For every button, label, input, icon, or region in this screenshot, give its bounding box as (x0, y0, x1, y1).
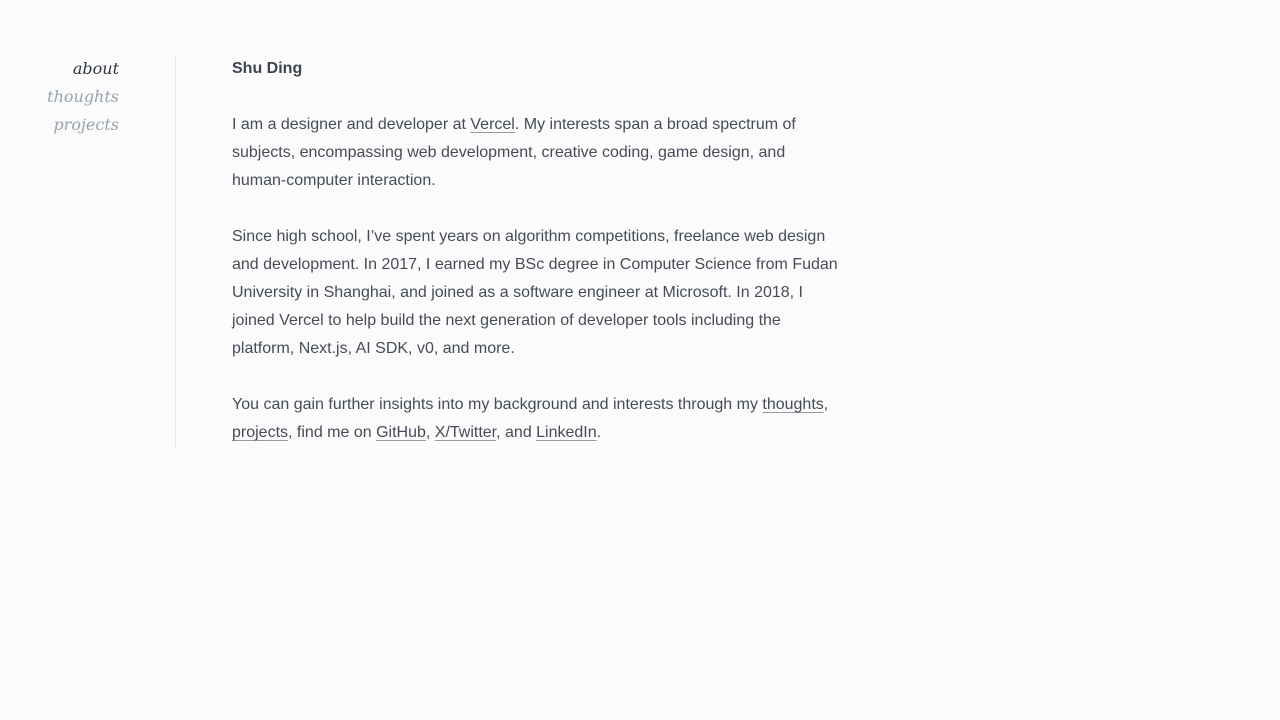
paragraph: I am a designer and developer at Vercel. My interests span a broad spectrum of subjects, encompassing web development, creative coding, game design, and human-computer interaction. (232, 116, 796, 189)
thoughts-link[interactable]: thoughts (762, 396, 824, 413)
sidebar-item-projects[interactable]: projects (53, 115, 119, 134)
paragraph: You can gain further insights into my background and interests through my thoughts, projects, find me on GitHub, X/Twitter, and LinkedIn. (232, 396, 829, 441)
paragraph: Since high school, I’ve spent years on algorithm competitions, freelance web design and development. In 2017, I earned my BSc degree in Computer Science from Fudan University in Shanghai, and joined as a software engineer at Microsoft. In 2018, I joined Vercel to help build the next generation of developer tools including the platform, Next.js, AI SDK, v0, and more. (232, 228, 838, 357)
bio-paragraphs (232, 111, 842, 447)
vercel-link[interactable]: Vercel (470, 116, 515, 133)
main-content (176, 55, 842, 447)
sidebar-item-thoughts[interactable]: thoughts (47, 87, 119, 106)
x-twitter-link[interactable]: X/Twitter (434, 424, 497, 441)
sidebar (0, 55, 176, 447)
page-title: Shu Ding (232, 60, 303, 77)
sidebar-item-about[interactable]: about (72, 59, 119, 78)
linkedin-link[interactable]: LinkedIn (536, 424, 597, 441)
projects-link[interactable]: projects (232, 424, 289, 441)
sidebar-nav (0, 55, 119, 139)
github-link[interactable]: GitHub (376, 424, 426, 441)
